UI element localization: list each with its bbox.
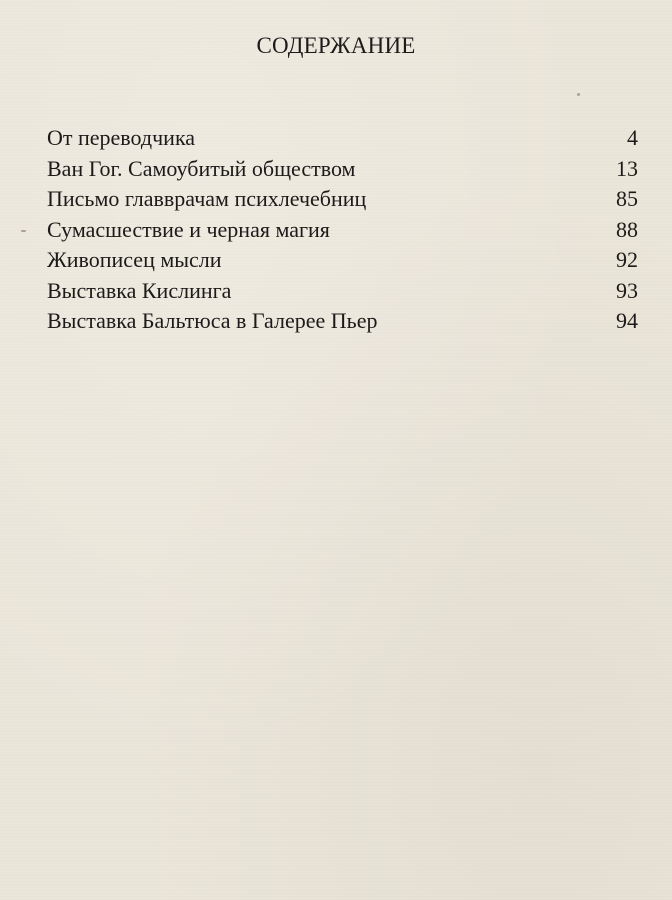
paper-speck [577,93,580,96]
toc-entry-page: 88 [616,216,638,242]
toc-entry-title: Письмо главврачам психлечебниц [47,186,367,211]
toc-entry-title: От переводчика [47,125,196,150]
toc-entry [47,245,638,276]
toc-entry-title: Выставка Кислинга [47,277,232,303]
toc-entry-title: Ван Гог. Самоубитый обществом [47,155,356,181]
toc-entry-page: 4 [627,125,638,150]
toc-entry-title: Живописец мысли [47,247,222,272]
toc-entry-page: 85 [616,186,638,211]
table-of-contents [47,123,638,337]
toc-entry-page: 92 [616,247,638,272]
toc-entry [47,306,638,337]
paper-speck [21,230,26,232]
toc-entry [47,215,638,246]
toc-entry [47,184,638,215]
toc-entry-title: Выставка Бальтюса в Галерее Пьер [47,308,378,333]
toc-entry-page: 13 [616,155,638,181]
toc-entry [47,123,638,154]
toc-entry [47,154,638,185]
toc-entry-page: 94 [616,308,638,333]
toc-entry-page: 93 [616,277,638,303]
toc-entry-title: Сумасшествие и черная магия [47,216,330,242]
toc-entry [47,276,638,307]
toc-heading: СОДЕРЖАНИЕ [256,33,416,58]
